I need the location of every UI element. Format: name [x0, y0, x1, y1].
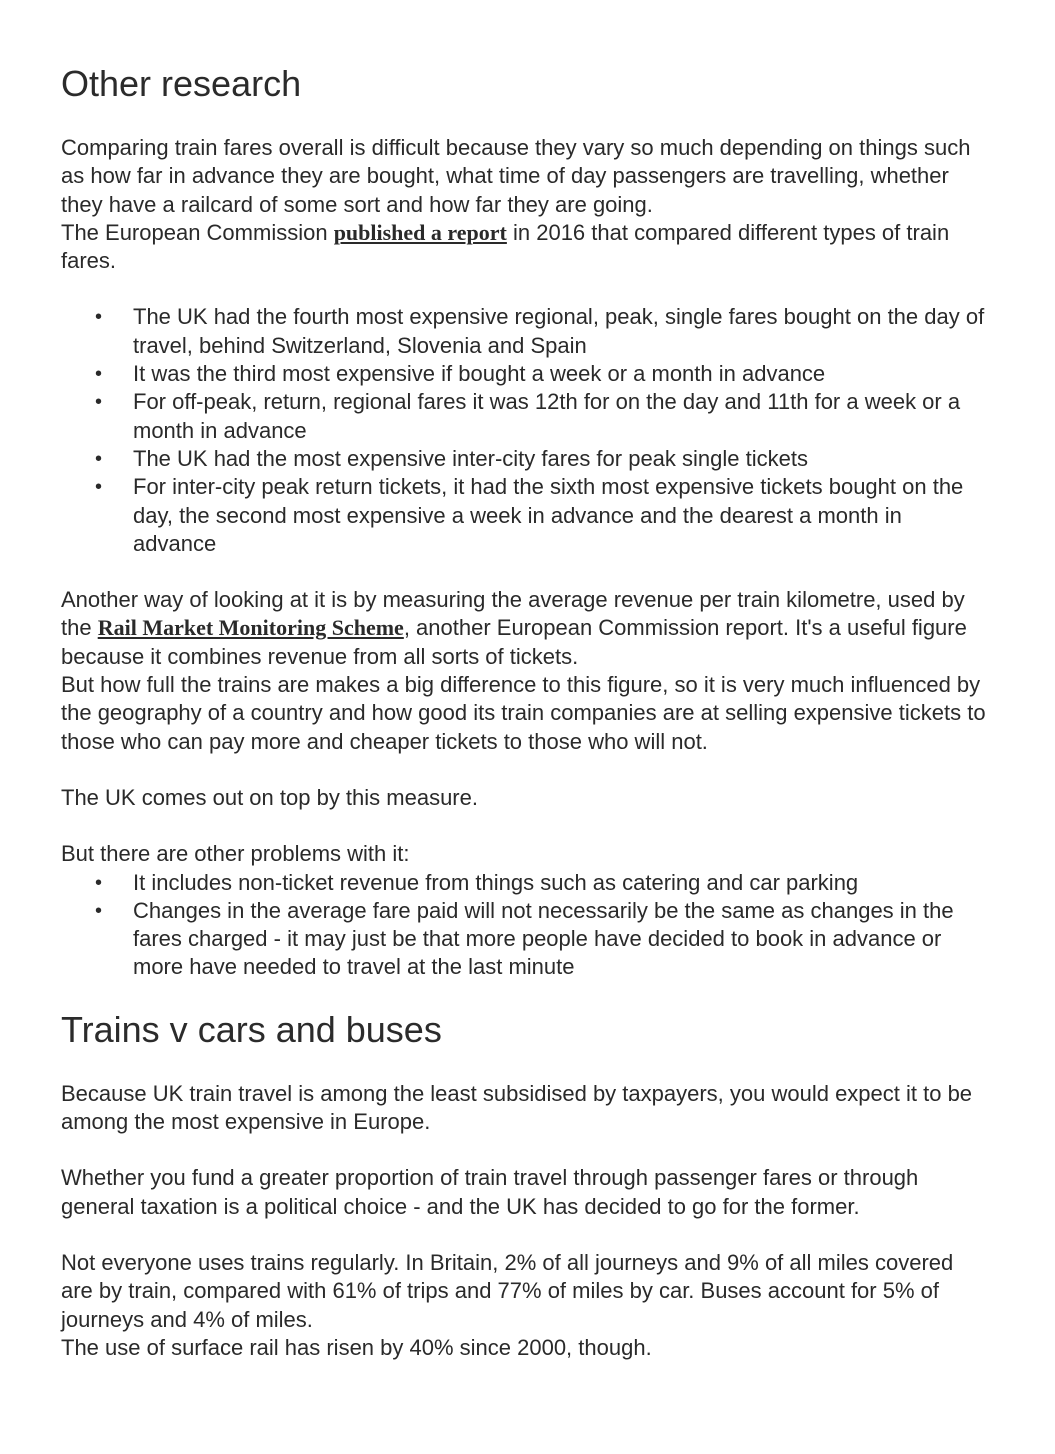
list-item: • For inter-city peak return tickets, it had the sixth most expensive tickets bought on the day, the second most expensive a week in advance and the dearest a month in advance	[61, 473, 991, 558]
section-heading-trains-cars-buses: Trains v cars and buses	[61, 1008, 442, 1050]
problems-intro-paragraph: But there are other problems with it:	[61, 841, 410, 867]
fare-findings-list	[61, 303, 991, 558]
section-heading-other-research: Other research	[61, 63, 302, 104]
intro-line2-post: in 2016 that compared different types of train fares.	[61, 219, 950, 274]
list-item: • The UK had the most expensive inter-city fares for peak single tickets	[61, 445, 991, 473]
intro-text: Comparing train fares overall is difficult because they vary so much depending on things such as how far in advance they are bought, what time of day passengers are travelling, whether they have a railcard of some sort and how far they are going.	[61, 135, 971, 217]
subsidy-paragraph: Because UK train travel is among the least subsidised by taxpayers, you would expect it to be among the most expensive in Europe.	[61, 1080, 973, 1135]
rail-growth-text: The use of surface rail has risen by 40% since 2000, though.	[61, 1334, 652, 1360]
list-item: • For off-peak, return, regional fares it was 12th for on the day and 11th for a week or a month in advance	[61, 388, 991, 445]
list-item: • It includes non-ticket revenue from things such as catering and car parking	[61, 869, 991, 897]
problems-list	[61, 869, 991, 982]
geography-text: But how full the trains are makes a big difference to this figure, so it is very much influenced by the geography of a country and how good its train companies are at selling expensive tickets to those who can pay more and cheaper tickets to those who will not.	[61, 672, 986, 754]
revenue-paragraph	[61, 586, 991, 756]
usage-text: Not everyone uses trains regularly. In Britain, 2% of all journeys and 9% of all miles covered are by train, compared with 61% of trips and 77% of miles by car. Buses account for 5% of journeys and 4% of miles.	[61, 1249, 954, 1332]
list-item: • The UK had the fourth most expensive regional, peak, single fares bought on the day of travel, behind Switzerland, Slovenia and Spain	[61, 303, 991, 360]
uk-top-paragraph: The UK comes out on top by this measure.	[61, 784, 478, 810]
document-page	[61, 62, 991, 1362]
revenue-text-post: , another European Commission report. It's a useful figure because it combines revenue from all sorts of tickets.	[61, 615, 967, 669]
political-choice-paragraph: Whether you fund a greater proportion of train travel through passenger fares or through general taxation is a political choice - and the UK has decided to go for the former.	[61, 1165, 919, 1219]
list-item: • It was the third most expensive if bought a week or a month in advance	[61, 360, 991, 388]
rail-market-monitoring-link[interactable]: Rail Market Monitoring Scheme	[97, 615, 404, 641]
usage-paragraph	[61, 1249, 991, 1362]
published-report-link[interactable]: published a report	[333, 219, 507, 245]
intro-paragraph	[61, 134, 991, 275]
list-item: • Changes in the average fare paid will not necessarily be the same as changes in the fares charged - it may just be that more people have decided to book in advance or more have needed to travel at the last minute	[61, 897, 991, 982]
intro-line2-pre: The European Commission	[61, 219, 334, 245]
revenue-text-pre: Another way of looking at it is by measuring the average revenue per train kilometre, used by the	[61, 587, 965, 641]
